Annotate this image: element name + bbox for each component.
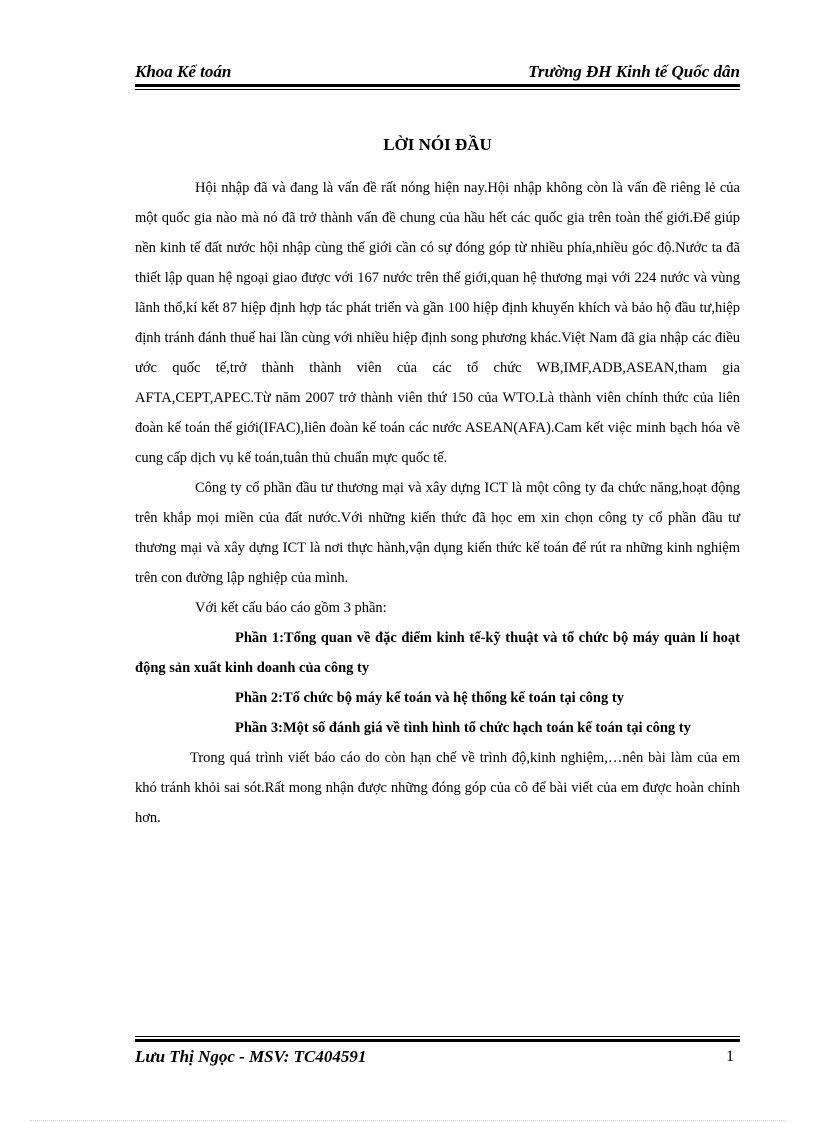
header-faculty: Khoa Kế toán [135, 62, 232, 81]
paragraph-intro: Hội nhập đã và đang là vấn đề rất nóng hiện nay.Hội nhập không còn là vấn đề riêng lẻ của một quốc gia nào mà nó đã trở thành vấn đề chung của hầu hết các quốc gia trên toàn thế giới.Để giúp nền kinh tế đất nước hội nhập cùng thế giới cần có sự đóng góp từ nhiều phía,nhiều góc độ.Nước ta đã thiết lập quan hệ ngoại giao được với 167 nước trên thế giới,quan hệ thương mại với 224 nước và vùng lãnh thổ,kí kết 87 hiệp định hợp tác phát triển và gần 100 hiệp định khuyến khích và bảo hộ đầu tư,hiệp định tránh đánh thuế hai lần cùng với nhiều hiệp định song phương khác.Việt Nam đã gia nhập các điều ước quốc tế,trở thành thành viên của các tổ chức WB,IMF,ADB,ASEAN,tham gia AFTA,CEPT,APEC.Từ năm 2007 trở thành viên thứ 150 của WTO.Là thành viên chính thức của liên đoàn kế toán thế giới(IFAC),liên đoàn kế toán các nước ASEAN(AFA).Cam kết việc minh bạch hóa về cung cấp dịch vụ kế toán,tuân thủ chuẩn mực quốc tế. [135, 180, 740, 466]
footer-rule-thin [135, 1036, 740, 1037]
part-2-heading: Phần 2:Tổ chức bộ máy kế toán và hệ thống kế toán tại công ty [235, 690, 624, 706]
paragraph-company: Công ty cổ phần đầu tư thương mại và xây dựng ICT là một công ty đa chức năng,hoạt động trên khắp mọi miền của đất nước.Với những kiến thức đã học em xin chọn công ty cổ phần đầu tư thương mại và xây dựng ICT là nơi thực hành,vận dụng kiến thức kế toán để rút ra những kinh nghiệm trên con đường lập nghiệp của mình. [135, 480, 740, 586]
paragraph-closing: Trong quá trình viết báo cáo do còn hạn chế về trình độ,kinh nghiệm,…nên bài làm của em khó tránh khỏi sai sót.Rất mong nhận được những đóng góp của cô để bài viết của em được hoàn chỉnh hơn. [135, 750, 740, 826]
header-rule-thick [135, 84, 740, 87]
page-bottom-border [30, 1120, 786, 1121]
page-header [135, 60, 740, 86]
footer-rule-thick [135, 1039, 740, 1042]
part-3-heading: Phần 3:Một số đánh giá về tình hình tổ chức hạch toán kế toán tại công ty [235, 720, 691, 736]
footer-author: Lưu Thị Ngọc - MSV: TC404591 [135, 1047, 367, 1066]
page-title: LỜI NÓI ĐẦU [383, 135, 492, 154]
page-footer [135, 1045, 740, 1071]
part-1-heading: Phần 1:Tổng quan về đặc điểm kinh tế-kỹ thuật và tổ chức bộ máy quản lí hoạt động sản xuất kinh doanh của công ty [135, 630, 740, 676]
header-university: Trường ĐH Kinh tế Quốc dân [528, 62, 740, 81]
page-number: 1 [726, 1048, 734, 1065]
document-body [135, 173, 740, 833]
header-rule-thin [135, 89, 740, 90]
paragraph-structure: Với kết cấu báo cáo gồm 3 phần: [195, 600, 387, 616]
